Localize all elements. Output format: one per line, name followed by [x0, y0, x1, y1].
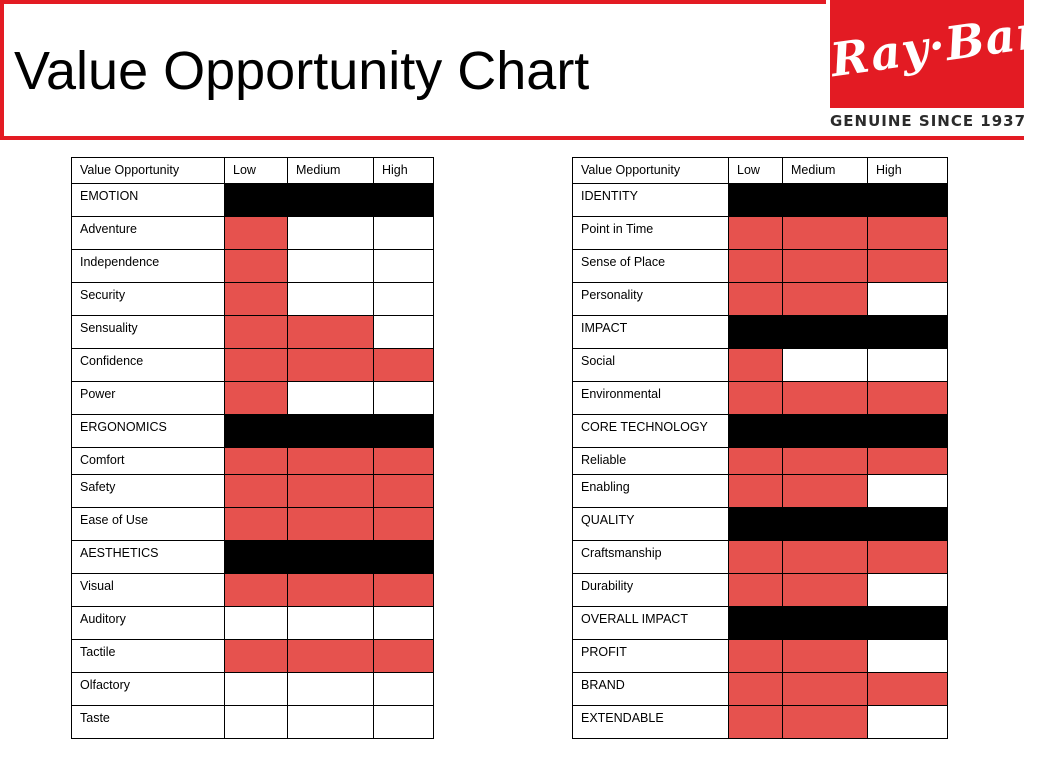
ray-ban-logo [826, 0, 1054, 136]
rating-cell-medium [783, 706, 868, 739]
category-row [573, 508, 948, 541]
rating-cell-low [225, 475, 288, 508]
row-label: Olfactory [72, 673, 225, 706]
row-label: Tactile [72, 640, 225, 673]
rating-cell-high [374, 607, 434, 640]
rating-cell-high [868, 541, 948, 574]
table-row [72, 475, 434, 508]
rating-cell-low [225, 283, 288, 316]
table-row [573, 217, 948, 250]
rating-cell-high [868, 382, 948, 415]
rating-cell-high [374, 475, 434, 508]
category-bar [225, 415, 434, 448]
category-row [573, 184, 948, 217]
logo-badge [827, 0, 1054, 108]
category-bar [225, 184, 434, 217]
rating-cell-low [225, 640, 288, 673]
rating-cell-high [868, 706, 948, 739]
table-row [72, 217, 434, 250]
rating-cell-low [729, 250, 783, 283]
rating-cell-medium [288, 382, 374, 415]
rating-cell-high [374, 706, 434, 739]
logo-wordmark: Ray·Ban [827, 3, 1054, 88]
table-row [72, 706, 434, 739]
rating-cell-low [729, 382, 783, 415]
row-label: Reliable [573, 448, 729, 475]
table-row [573, 541, 948, 574]
category-row [573, 316, 948, 349]
rating-cell-medium [288, 574, 374, 607]
row-label: Taste [72, 706, 225, 739]
row-label: Auditory [72, 607, 225, 640]
rating-cell-high [374, 448, 434, 475]
row-label: Social [573, 349, 729, 382]
rating-cell-high [374, 508, 434, 541]
row-label: Point in Time [573, 217, 729, 250]
category-label: EMOTION [72, 184, 225, 217]
category-label: QUALITY [573, 508, 729, 541]
rating-cell-medium [783, 673, 868, 706]
rating-cell-high [868, 283, 948, 316]
header-medium: Medium [288, 158, 374, 184]
rating-cell-high [868, 250, 948, 283]
rating-cell-low [729, 349, 783, 382]
rating-cell-high [374, 382, 434, 415]
table-row [573, 673, 948, 706]
rating-cell-high [868, 673, 948, 706]
category-bar [729, 415, 948, 448]
category-bar [729, 508, 948, 541]
value-opportunity-table-right [572, 157, 948, 739]
rating-cell-medium [783, 349, 868, 382]
row-label: Visual [72, 574, 225, 607]
row-label: Safety [72, 475, 225, 508]
category-label: ERGONOMICS [72, 415, 225, 448]
header-medium: Medium [783, 158, 868, 184]
rating-cell-low [225, 349, 288, 382]
category-label: AESTHETICS [72, 541, 225, 574]
rating-cell-high [868, 475, 948, 508]
rating-cell-medium [288, 706, 374, 739]
rating-cell-medium [288, 250, 374, 283]
table-row [72, 250, 434, 283]
rating-cell-low [729, 217, 783, 250]
table-row [72, 673, 434, 706]
rating-cell-medium [783, 475, 868, 508]
rating-cell-high [374, 640, 434, 673]
row-label: Environmental [573, 382, 729, 415]
rating-cell-medium [288, 607, 374, 640]
page-title: Value Opportunity Chart [14, 41, 590, 101]
rating-cell-medium [783, 574, 868, 607]
header-high: High [868, 158, 948, 184]
category-bar [225, 541, 434, 574]
rating-cell-medium [288, 508, 374, 541]
rating-cell-medium [288, 349, 374, 382]
rating-cell-medium [288, 217, 374, 250]
table-row [573, 640, 948, 673]
rating-cell-high [374, 349, 434, 382]
row-label: Durability [573, 574, 729, 607]
rating-cell-low [225, 574, 288, 607]
rating-cell-low [729, 574, 783, 607]
category-label: IDENTITY [573, 184, 729, 217]
rating-cell-medium [288, 283, 374, 316]
category-row [72, 541, 434, 574]
category-row [573, 415, 948, 448]
table-body-right [573, 184, 948, 739]
rating-cell-high [374, 250, 434, 283]
header-low: Low [729, 158, 783, 184]
table-row [72, 316, 434, 349]
table-body-left [72, 184, 434, 739]
table-row [72, 283, 434, 316]
rating-cell-high [868, 349, 948, 382]
rating-cell-low [729, 283, 783, 316]
table-row [72, 640, 434, 673]
category-label: IMPACT [573, 316, 729, 349]
row-label: EXTENDABLE [573, 706, 729, 739]
rating-cell-low [225, 508, 288, 541]
rating-cell-high [374, 283, 434, 316]
header-value-opportunity: Value Opportunity [72, 158, 225, 184]
rating-cell-low [225, 217, 288, 250]
row-label: Confidence [72, 349, 225, 382]
row-label: Craftsmanship [573, 541, 729, 574]
row-label: BRAND [573, 673, 729, 706]
table-row [573, 382, 948, 415]
rating-cell-low [225, 382, 288, 415]
rating-cell-low [729, 673, 783, 706]
table-row [72, 508, 434, 541]
category-bar [729, 316, 948, 349]
rating-cell-low [729, 706, 783, 739]
rating-cell-medium [783, 217, 868, 250]
rating-cell-high [374, 316, 434, 349]
rating-cell-medium [288, 673, 374, 706]
rating-cell-low [729, 541, 783, 574]
category-label: OVERALL IMPACT [573, 607, 729, 640]
rating-cell-high [374, 673, 434, 706]
table-row [573, 706, 948, 739]
rating-cell-medium [783, 283, 868, 316]
category-row [72, 184, 434, 217]
rating-cell-low [729, 475, 783, 508]
table-row [573, 349, 948, 382]
rating-cell-high [868, 448, 948, 475]
rating-cell-low [225, 250, 288, 283]
rating-cell-low [729, 448, 783, 475]
rating-cell-high [868, 640, 948, 673]
rating-cell-low [225, 607, 288, 640]
row-label: Power [72, 382, 225, 415]
rating-cell-low [225, 673, 288, 706]
rating-cell-high [374, 574, 434, 607]
row-label: Comfort [72, 448, 225, 475]
value-opportunity-table-left [71, 157, 434, 739]
category-row [72, 415, 434, 448]
category-bar [729, 184, 948, 217]
category-bar [729, 607, 948, 640]
row-label: PROFIT [573, 640, 729, 673]
rating-cell-medium [288, 640, 374, 673]
table-row [573, 475, 948, 508]
logo-tagline: GENUINE SINCE 1937 [830, 112, 1027, 130]
table-row [573, 574, 948, 607]
table-row [573, 283, 948, 316]
row-label: Sense of Place [573, 250, 729, 283]
table-row [72, 448, 434, 475]
table-header-row [72, 158, 434, 184]
table-row [72, 574, 434, 607]
rating-cell-high [868, 574, 948, 607]
header-value-opportunity: Value Opportunity [573, 158, 729, 184]
rating-cell-medium [783, 541, 868, 574]
rating-cell-medium [783, 448, 868, 475]
rating-cell-medium [783, 640, 868, 673]
rating-cell-high [868, 217, 948, 250]
table-row [72, 349, 434, 382]
table-row [573, 448, 948, 475]
rating-cell-low [225, 316, 288, 349]
header-high: High [374, 158, 434, 184]
table-row [573, 250, 948, 283]
table-row [72, 607, 434, 640]
category-row [573, 607, 948, 640]
header-low: Low [225, 158, 288, 184]
rating-cell-high [374, 217, 434, 250]
row-label: Security [72, 283, 225, 316]
row-label: Sensuality [72, 316, 225, 349]
category-label: CORE TECHNOLOGY [573, 415, 729, 448]
rating-cell-medium [288, 475, 374, 508]
row-label: Independence [72, 250, 225, 283]
rating-cell-low [729, 640, 783, 673]
rating-cell-medium [288, 316, 374, 349]
rating-cell-low [225, 448, 288, 475]
row-label: Enabling [573, 475, 729, 508]
table-header-row [573, 158, 948, 184]
table-row [72, 382, 434, 415]
row-label: Ease of Use [72, 508, 225, 541]
rating-cell-low [225, 706, 288, 739]
row-label: Personality [573, 283, 729, 316]
rating-cell-medium [783, 250, 868, 283]
rating-cell-medium [783, 382, 868, 415]
rating-cell-medium [288, 448, 374, 475]
row-label: Adventure [72, 217, 225, 250]
